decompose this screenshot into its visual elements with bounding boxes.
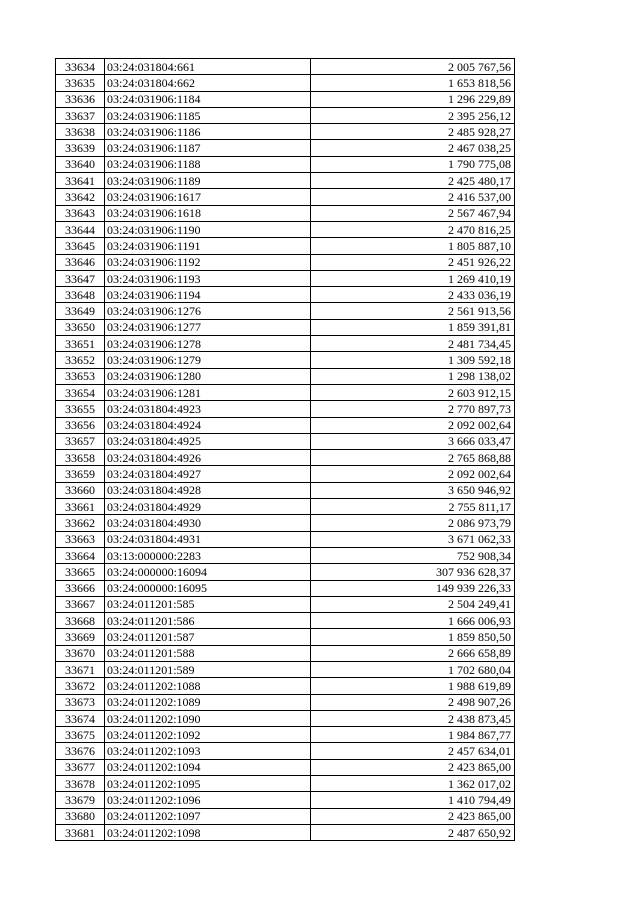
value-cell: 2 755 811,17 (311, 499, 515, 515)
table-row (56, 596, 515, 612)
cadastral-number-cell: 03:24:000000:16095 (105, 580, 311, 596)
cadastral-number-cell: 03:24:031906:1617 (105, 189, 311, 205)
cadastral-number-cell: 03:24:011201:585 (105, 596, 311, 612)
cadastral-number-cell: 03:24:011202:1094 (105, 759, 311, 775)
value-cell: 3 650 946,92 (311, 482, 515, 498)
row-number-cell: 33644 (56, 221, 105, 237)
value-cell: 3 666 033,47 (311, 433, 515, 449)
value-cell: 2 451 926,22 (311, 254, 515, 270)
cadastral-number-cell: 03:24:031804:662 (105, 75, 311, 91)
table-row (56, 824, 515, 840)
row-number-cell: 33636 (56, 91, 105, 107)
row-number-cell: 33668 (56, 613, 105, 629)
row-number-cell: 33671 (56, 661, 105, 677)
cadastral-number-cell: 03:24:031906:1194 (105, 287, 311, 303)
cadastral-number-cell: 03:24:031804:4931 (105, 531, 311, 547)
value-cell: 1 410 794,49 (311, 792, 515, 808)
cadastral-number-cell: 03:13:000000:2283 (105, 547, 311, 563)
table-row (56, 238, 515, 254)
value-cell: 2 467 038,25 (311, 140, 515, 156)
row-number-cell: 33672 (56, 678, 105, 694)
table-row (56, 124, 515, 140)
value-cell: 1 859 850,50 (311, 629, 515, 645)
cadastral-number-cell: 03:24:011201:588 (105, 645, 311, 661)
row-number-cell: 33675 (56, 727, 105, 743)
table-row (56, 254, 515, 270)
table-row (56, 433, 515, 449)
value-cell: 2 416 537,00 (311, 189, 515, 205)
row-number-cell: 33651 (56, 336, 105, 352)
row-number-cell: 33652 (56, 352, 105, 368)
value-cell: 2 092 002,64 (311, 466, 515, 482)
value-cell: 2 666 658,89 (311, 645, 515, 661)
row-number-cell: 33665 (56, 564, 105, 580)
table-row (56, 287, 515, 303)
value-cell: 1 653 818,56 (311, 75, 515, 91)
row-number-cell: 33653 (56, 368, 105, 384)
value-cell: 2 770 897,73 (311, 401, 515, 417)
value-cell: 3 671 062,33 (311, 531, 515, 547)
table-row (56, 482, 515, 498)
value-cell: 1 790 775,08 (311, 156, 515, 172)
cadastral-number-cell: 03:24:031804:4924 (105, 417, 311, 433)
cadastral-number-cell: 03:24:011202:1097 (105, 808, 311, 824)
table-row (56, 645, 515, 661)
cadastral-number-cell: 03:24:031804:4923 (105, 401, 311, 417)
table-row (56, 743, 515, 759)
table-row (56, 564, 515, 580)
cadastral-number-cell: 03:24:031906:1279 (105, 352, 311, 368)
cadastral-number-cell: 03:24:011201:586 (105, 613, 311, 629)
table-row (56, 450, 515, 466)
table-row (56, 352, 515, 368)
cadastral-number-cell: 03:24:011202:1098 (105, 824, 311, 840)
table-row (56, 661, 515, 677)
table-row (56, 417, 515, 433)
table-row (56, 613, 515, 629)
value-cell: 2 395 256,12 (311, 107, 515, 123)
row-number-cell: 33655 (56, 401, 105, 417)
value-cell: 1 988 619,89 (311, 678, 515, 694)
row-number-cell: 33658 (56, 450, 105, 466)
value-cell: 2 487 650,92 (311, 824, 515, 840)
value-cell: 2 470 816,25 (311, 221, 515, 237)
row-number-cell: 33660 (56, 482, 105, 498)
row-number-cell: 33641 (56, 173, 105, 189)
cadastral-number-cell: 03:24:031804:4930 (105, 515, 311, 531)
value-cell: 2 005 767,56 (311, 59, 515, 75)
row-number-cell: 33645 (56, 238, 105, 254)
table-row (56, 75, 515, 91)
table-row (56, 221, 515, 237)
cadastral-number-cell: 03:24:011202:1093 (105, 743, 311, 759)
value-cell: 149 939 226,33 (311, 580, 515, 596)
cadastral-number-cell: 03:24:011201:587 (105, 629, 311, 645)
value-cell: 2 438 873,45 (311, 710, 515, 726)
cadastral-number-cell: 03:24:031906:1281 (105, 384, 311, 400)
row-number-cell: 33663 (56, 531, 105, 547)
row-number-cell: 33647 (56, 270, 105, 286)
row-number-cell: 33646 (56, 254, 105, 270)
value-cell: 1 702 680,04 (311, 661, 515, 677)
value-cell: 1 362 017,02 (311, 776, 515, 792)
data-table (55, 58, 515, 841)
cadastral-number-cell: 03:24:031906:1277 (105, 319, 311, 335)
table-row (56, 303, 515, 319)
cadastral-number-cell: 03:24:031906:1185 (105, 107, 311, 123)
cadastral-number-cell: 03:24:011202:1092 (105, 727, 311, 743)
row-number-cell: 33657 (56, 433, 105, 449)
value-cell: 2 423 865,00 (311, 808, 515, 824)
table-row (56, 270, 515, 286)
table-row (56, 401, 515, 417)
table-row (56, 336, 515, 352)
value-cell: 1 805 887,10 (311, 238, 515, 254)
cadastral-number-cell: 03:24:031804:4928 (105, 482, 311, 498)
table-row (56, 205, 515, 221)
table-row (56, 368, 515, 384)
value-cell: 2 504 249,41 (311, 596, 515, 612)
table-row (56, 189, 515, 205)
row-number-cell: 33649 (56, 303, 105, 319)
row-number-cell: 33673 (56, 694, 105, 710)
value-cell: 2 498 907,26 (311, 694, 515, 710)
value-cell: 1 296 229,89 (311, 91, 515, 107)
value-cell: 1 309 592,18 (311, 352, 515, 368)
table-row (56, 173, 515, 189)
cadastral-number-cell: 03:24:031906:1189 (105, 173, 311, 189)
row-number-cell: 33677 (56, 759, 105, 775)
cadastral-number-cell: 03:24:031906:1618 (105, 205, 311, 221)
value-cell: 2 561 913,56 (311, 303, 515, 319)
cadastral-number-cell: 03:24:011202:1096 (105, 792, 311, 808)
cadastral-number-cell: 03:24:031804:4929 (105, 499, 311, 515)
table-row (56, 91, 515, 107)
value-cell: 2 603 912,15 (311, 384, 515, 400)
cadastral-number-cell: 03:24:031804:4925 (105, 433, 311, 449)
cadastral-number-cell: 03:24:031906:1193 (105, 270, 311, 286)
table-row (56, 759, 515, 775)
row-number-cell: 33656 (56, 417, 105, 433)
cadastral-number-cell: 03:24:011202:1089 (105, 694, 311, 710)
cadastral-number-cell: 03:24:031906:1280 (105, 368, 311, 384)
table-body (56, 59, 515, 841)
cadastral-number-cell: 03:24:031906:1276 (105, 303, 311, 319)
table-row (56, 515, 515, 531)
row-number-cell: 33680 (56, 808, 105, 824)
value-cell: 752 908,34 (311, 547, 515, 563)
row-number-cell: 33662 (56, 515, 105, 531)
cadastral-number-cell: 03:24:031906:1184 (105, 91, 311, 107)
value-cell: 2 092 002,64 (311, 417, 515, 433)
row-number-cell: 33640 (56, 156, 105, 172)
row-number-cell: 33650 (56, 319, 105, 335)
row-number-cell: 33681 (56, 824, 105, 840)
cadastral-number-cell: 03:24:011202:1088 (105, 678, 311, 694)
value-cell: 2 433 036,19 (311, 287, 515, 303)
row-number-cell: 33638 (56, 124, 105, 140)
cadastral-number-cell: 03:24:011202:1095 (105, 776, 311, 792)
cadastral-number-cell: 03:24:031906:1192 (105, 254, 311, 270)
table-row (56, 694, 515, 710)
cadastral-number-cell: 03:24:000000:16094 (105, 564, 311, 580)
value-cell: 2 567 467,94 (311, 205, 515, 221)
value-cell: 2 425 480,17 (311, 173, 515, 189)
table-row (56, 678, 515, 694)
table-row (56, 466, 515, 482)
cadastral-number-cell: 03:24:011201:589 (105, 661, 311, 677)
table-row (56, 384, 515, 400)
row-number-cell: 33661 (56, 499, 105, 515)
table-row (56, 580, 515, 596)
value-cell: 2 086 973,79 (311, 515, 515, 531)
row-number-cell: 33670 (56, 645, 105, 661)
table-row (56, 140, 515, 156)
table-row (56, 156, 515, 172)
cadastral-number-cell: 03:24:031906:1191 (105, 238, 311, 254)
row-number-cell: 33669 (56, 629, 105, 645)
table-row (56, 727, 515, 743)
row-number-cell: 33659 (56, 466, 105, 482)
cadastral-number-cell: 03:24:031804:4927 (105, 466, 311, 482)
row-number-cell: 33674 (56, 710, 105, 726)
cadastral-number-cell: 03:24:011202:1090 (105, 710, 311, 726)
row-number-cell: 33666 (56, 580, 105, 596)
table-row (56, 107, 515, 123)
value-cell: 2 485 928,27 (311, 124, 515, 140)
table-row (56, 547, 515, 563)
value-cell: 1 298 138,02 (311, 368, 515, 384)
row-number-cell: 33642 (56, 189, 105, 205)
table-row (56, 499, 515, 515)
table-row (56, 776, 515, 792)
row-number-cell: 33643 (56, 205, 105, 221)
row-number-cell: 33679 (56, 792, 105, 808)
table-row (56, 710, 515, 726)
row-number-cell: 33654 (56, 384, 105, 400)
value-cell: 1 269 410,19 (311, 270, 515, 286)
row-number-cell: 33676 (56, 743, 105, 759)
table-row (56, 531, 515, 547)
row-number-cell: 33648 (56, 287, 105, 303)
value-cell: 1 984 867,77 (311, 727, 515, 743)
row-number-cell: 33635 (56, 75, 105, 91)
cadastral-number-cell: 03:24:031906:1186 (105, 124, 311, 140)
cadastral-number-cell: 03:24:031906:1187 (105, 140, 311, 156)
cadastral-number-cell: 03:24:031906:1188 (105, 156, 311, 172)
value-cell: 1 666 006,93 (311, 613, 515, 629)
table-row (56, 629, 515, 645)
row-number-cell: 33637 (56, 107, 105, 123)
cadastral-number-cell: 03:24:031906:1278 (105, 336, 311, 352)
row-number-cell: 33634 (56, 59, 105, 75)
row-number-cell: 33639 (56, 140, 105, 156)
value-cell: 2 423 865,00 (311, 759, 515, 775)
row-number-cell: 33667 (56, 596, 105, 612)
table-row (56, 808, 515, 824)
row-number-cell: 33664 (56, 547, 105, 563)
value-cell: 2 481 734,45 (311, 336, 515, 352)
value-cell: 2 765 868,88 (311, 450, 515, 466)
table-row (56, 59, 515, 75)
table-row (56, 792, 515, 808)
cadastral-number-cell: 03:24:031906:1190 (105, 221, 311, 237)
cadastral-number-cell: 03:24:031804:661 (105, 59, 311, 75)
value-cell: 1 859 391,81 (311, 319, 515, 335)
row-number-cell: 33678 (56, 776, 105, 792)
table-row (56, 319, 515, 335)
cadastral-number-cell: 03:24:031804:4926 (105, 450, 311, 466)
value-cell: 2 457 634,01 (311, 743, 515, 759)
value-cell: 307 936 628,37 (311, 564, 515, 580)
